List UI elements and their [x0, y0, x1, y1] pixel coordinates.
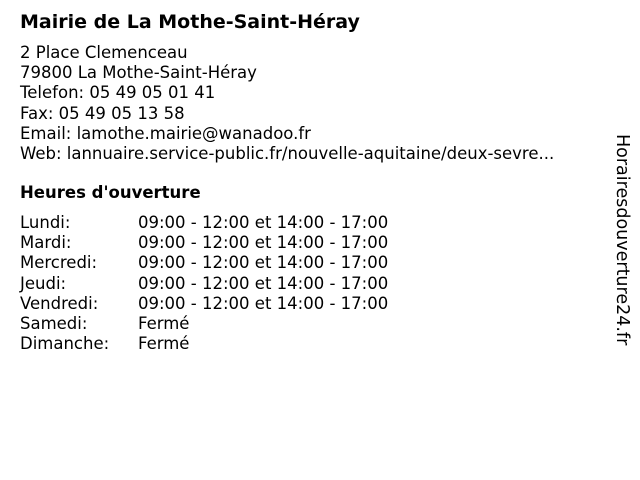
site-watermark: Horairesdouverture24.fr	[612, 134, 632, 346]
day-label: Mardi:	[20, 233, 72, 253]
address-city: 79800 La Mothe-Saint-Héray	[20, 63, 257, 83]
phone-number: Telefon: 05 49 05 01 41	[20, 83, 216, 103]
day-hours: 09:00 - 12:00 et 14:00 - 17:00	[138, 233, 389, 253]
day-hours: 09:00 - 12:00 et 14:00 - 17:00	[138, 213, 389, 232]
address-street: 2 Place Clemenceau	[20, 43, 188, 62]
page-title: Mairie de La Mothe-Saint-Héray	[20, 11, 360, 33]
day-hours: 09:00 - 12:00 et 14:00 - 17:00	[138, 273, 389, 293]
email-address: Email: lamothe.mairie@wanadoo.fr	[20, 123, 311, 143]
day-label: Mercredi:	[20, 253, 98, 273]
day-label: Dimanche:	[20, 334, 110, 354]
fax-number: Fax: 05 49 05 13 58	[20, 103, 185, 123]
contact-block	[20, 43, 554, 164]
day-label: Lundi:	[20, 213, 71, 232]
day-hours: 09:00 - 12:00 et 14:00 - 17:00	[138, 253, 389, 273]
day-hours: 09:00 - 12:00 et 14:00 - 17:00	[138, 293, 389, 313]
day-label: Vendredi:	[20, 293, 99, 313]
day-hours: Fermé	[138, 334, 190, 354]
opening-hours-heading: Heures d'ouverture	[20, 183, 201, 202]
website-url: Web: lannuaire.service-public.fr/nouvelle-aquitaine/deux-sevre...	[20, 143, 555, 163]
day-label: Samedi:	[20, 313, 88, 333]
day-hours: Fermé	[138, 313, 190, 333]
day-label: Jeudi:	[20, 273, 67, 293]
